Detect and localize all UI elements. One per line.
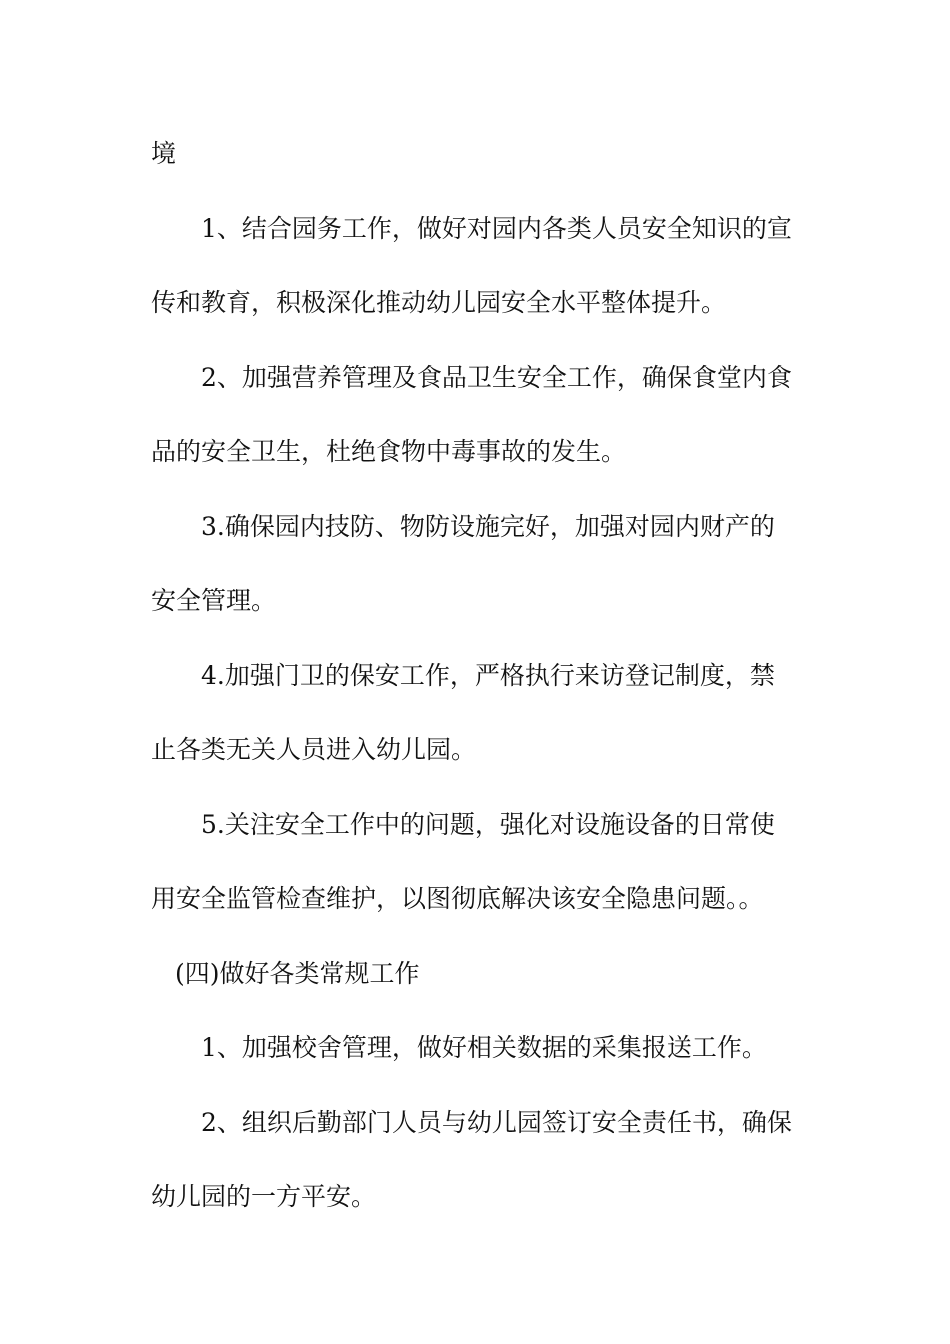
text-line: 止各类无关人员进入幼儿园。	[151, 735, 477, 764]
text-line: 境	[151, 139, 177, 168]
text-line: 传和教育，积极深化推动幼儿园安全水平整体提升。	[151, 288, 727, 317]
text-line: 1、结合园务工作，做好对园内各类人员安全知识的宣	[201, 213, 792, 243]
text-line: 品的安全卫生，杜绝食物中毒事故的发生。	[151, 437, 627, 466]
text-line: 幼儿园的一方平安。	[151, 1182, 377, 1211]
section-heading: (四)做好各类常规工作	[175, 958, 420, 988]
text-line: 4.加强门卫的保安工作，严格执行来访登记制度，禁	[201, 660, 775, 690]
text-line: 安全管理。	[151, 586, 277, 615]
text-line: 用安全监管检查维护，以图彻底解决该安全隐患问题。。	[151, 884, 764, 913]
text-line: 2、组织后勤部门人员与幼儿园签订安全责任书，确保	[201, 1107, 792, 1137]
text-line: 2、加强营养管理及食品卫生安全工作，确保食堂内食	[201, 362, 792, 392]
text-line: 3.确保园内技防、物防设施完好，加强对园内财产的	[201, 511, 775, 541]
document-body	[151, 117, 811, 1235]
text-line: 1、加强校舍管理，做好相关数据的采集报送工作。	[201, 1033, 767, 1062]
text-line: 5.关注安全工作中的问题，强化对设施设备的日常使	[201, 809, 775, 839]
